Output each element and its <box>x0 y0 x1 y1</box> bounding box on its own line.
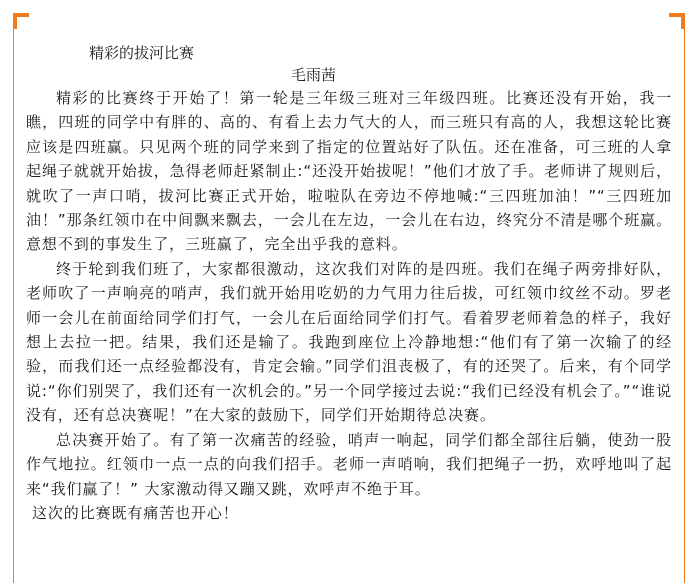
article-author: 毛雨茜 <box>291 66 337 84</box>
corner-bracket-top-right <box>669 13 685 29</box>
paragraph-3: 总决赛开始了。有了第一次痛苦的经验，哨声一响起，同学们都全部往后躺，使劲一股作气地拉。红领巾一点一点的向我们招手。老师一声哨响，我们把绳子一扔，欢呼地叫了起来“我们赢了！” 大家激动得又蹦又跳，欢呼声不绝于耳。 <box>26 430 672 498</box>
right-border-line <box>684 29 685 583</box>
paragraph-2: 终于轮到我们班了，大家都很激动，这次我们对阵的是四班。我们在绳子两旁排好队，老师吹了一声响亮的哨声，我们就开始用吃奶的力气用力往后拔，可红领巾纹丝不动。罗老师一会儿在前面给同学们打气，一会儿在后面给同学们打气。看着罗老师着急的样子，我好想上去拉一把。结果，我们还是输了。我跑到座位上冷静地想:“他们有了第一次输了的经验，而我们还一点经验都没有，肯定会输。”同学们沮丧极了，有的还哭了。后来，有个同学说:“你们别哭了，我们还有一次机会的。”另一个同学接过去说:“我们已经没有机会了。”“谁说没有，还有总决赛呢！”在大家的鼓励下，同学们开始期待总决赛。 <box>26 259 672 425</box>
corner-bracket-top-left <box>13 13 29 29</box>
paragraph-1: 精彩的比赛终于开始了！第一轮是三年级三班对三年级四班。比赛还没有开始，我一瞧，四班的同学中有胖的、高的、有看上去力气大的人，而三班只有高的人，我想这轮比赛应该是四班赢。只见两个班的同学来到了指定的位置站好了队伍。还在准备，可三班的人拿起绳子就就开始拔，急得老师赶紧制止:“还没开始拔呢！”他们才放了手。老师讲了规则后，就吹了一声口哨，拔河比赛正式开始，啦啦队在旁边不停地喊:“三四班加油！”“三四班加油！”那条红领巾在中间飘来飘去，一会儿在左边，一会儿在右边，终究分不清是哪个班赢。意想不到的事发生了，三班赢了，完全出乎我的意料。 <box>26 89 672 254</box>
article-title: 精彩的拔河比赛 <box>89 44 195 62</box>
article-body <box>26 42 672 525</box>
left-border-line <box>13 29 14 583</box>
closing-line: 这次的比赛既有痛苦也开心！ <box>32 503 239 522</box>
